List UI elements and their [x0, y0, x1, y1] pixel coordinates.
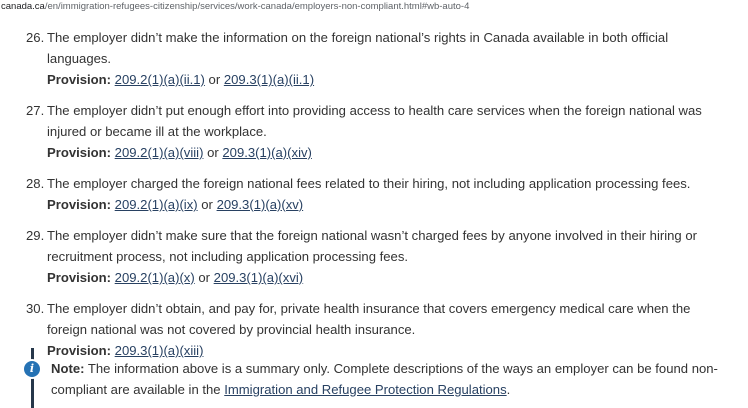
regulations-link[interactable]: Immigration and Refugee Protection Regulations	[224, 382, 507, 397]
provision-link[interactable]: 209.3(1)(a)(xiii)	[114, 343, 204, 358]
provision-label: Provision:	[47, 270, 112, 285]
item-text: The employer didn’t make the information on the foreign national’s rights in Canada available in both official languages.	[47, 30, 669, 66]
provision-link[interactable]: 209.3(1)(a)(xvi)	[213, 270, 304, 285]
item-number: 29.	[26, 228, 45, 243]
provision-label: Provision:	[47, 72, 112, 87]
provision-link[interactable]: 209.2(1)(a)(x)	[114, 270, 195, 285]
note-body: The information above is a summary only. Complete descriptions of the ways an employer can be found non-compliant are available in the	[51, 361, 718, 397]
list-item	[26, 100, 726, 163]
provision-label: Provision:	[47, 145, 112, 160]
item-text: The employer didn’t obtain, and pay for, private health insurance that covers emergency medical care when the foreign national was not covered by provincial health insurance.	[47, 301, 691, 337]
note-bar	[31, 348, 34, 408]
item-text: The employer didn’t put enough effort into providing access to health care services when the foreign national was injured or became ill at the workplace.	[47, 103, 702, 139]
provision-label: Provision:	[47, 343, 112, 358]
provision-link[interactable]: 209.3(1)(a)(ii.1)	[223, 72, 315, 87]
provision-label: Provision:	[47, 197, 112, 212]
info-icon: i	[24, 361, 40, 377]
item-text: The employer didn’t make sure that the foreign national wasn’t charged fees by anyone involved in their hiring or recruitment process, not including application processing fees.	[47, 228, 697, 264]
list-item	[26, 225, 726, 288]
list-item	[26, 173, 726, 215]
note-end: .	[506, 382, 511, 397]
address-domain: canada.ca	[1, 1, 45, 12]
item-number: 27.	[26, 103, 45, 118]
note-box	[24, 348, 724, 408]
provision-link[interactable]: 209.3(1)(a)(xv)	[216, 197, 304, 212]
list-item	[26, 27, 726, 90]
or-text: or	[207, 145, 219, 160]
violations-list	[26, 27, 726, 371]
note-label: Note:	[51, 361, 85, 376]
item-number: 26.	[26, 30, 45, 45]
or-text: or	[198, 270, 211, 285]
provision-link[interactable]: 209.3(1)(a)(xiv)	[222, 145, 312, 160]
provision-link[interactable]: 209.2(1)(a)(viii)	[114, 145, 204, 160]
or-text: or	[208, 72, 221, 87]
address-bar[interactable]	[0, 0, 748, 14]
provision-link[interactable]: 209.2(1)(a)(ii.1)	[114, 72, 205, 87]
item-text: The employer charged the foreign national fees related to their hiring, not including application processing fees.	[47, 176, 691, 191]
note-text	[51, 358, 731, 400]
item-number: 28.	[26, 176, 45, 191]
address-path: /en/immigration-refugees-citizenship/services/work-canada/employers-non-compliant.html#wb-auto-4	[44, 1, 470, 12]
item-number: 30.	[26, 301, 45, 316]
provision-link[interactable]: 209.2(1)(a)(ix)	[114, 197, 198, 212]
or-text: or	[201, 197, 213, 212]
